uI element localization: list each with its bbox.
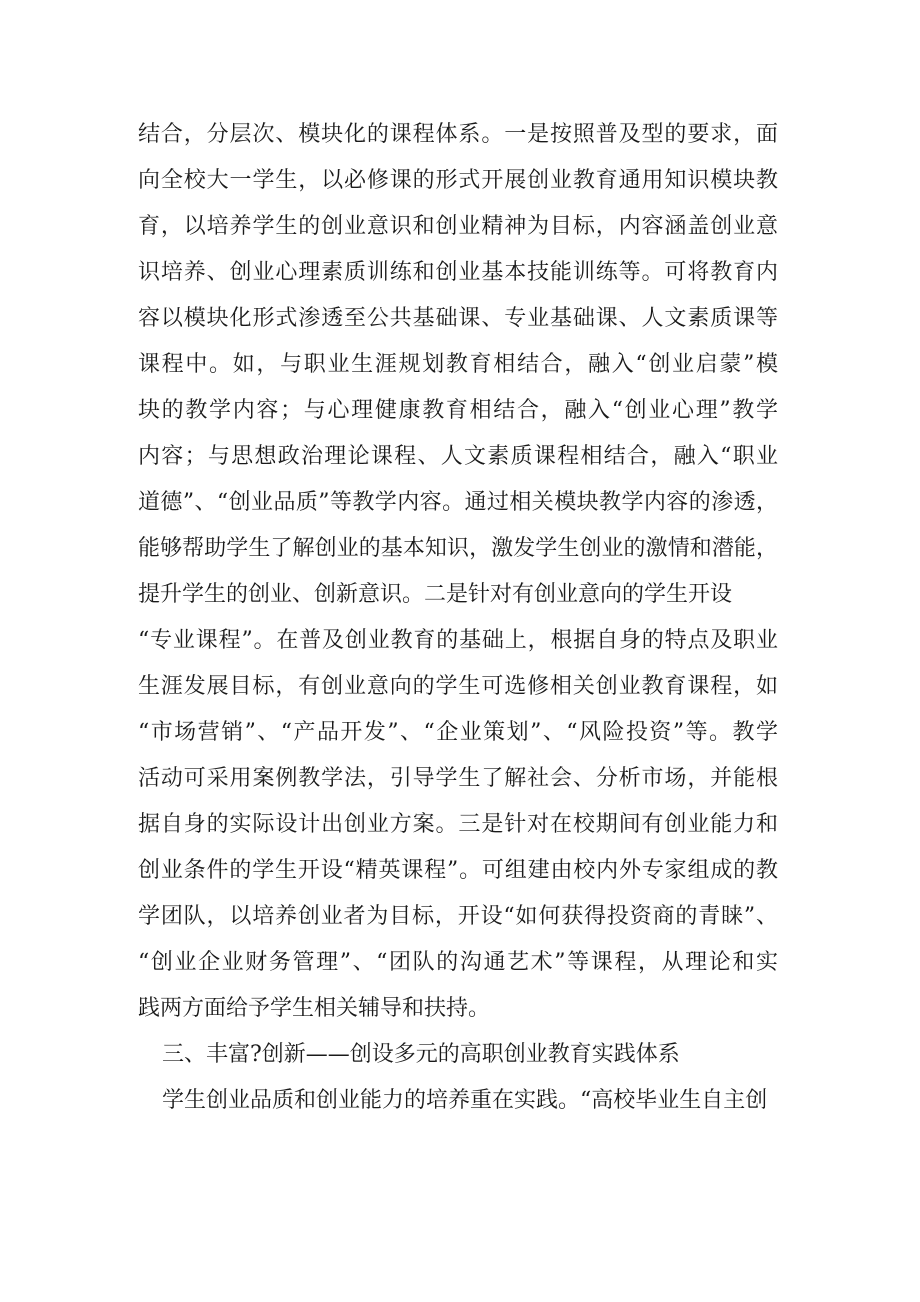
text-line: 学团队，以培养创业者为目标，开设“如何获得投资商的青睐”、 (138, 904, 778, 929)
section-heading: 三、丰富?创新——创设多元的高职创业教育实践体系 (162, 1042, 680, 1067)
paragraph-start: 学生创业品质和创业能力的培养重在实践。“高校毕业生自主创 (162, 1088, 768, 1113)
text-line: 容以模块化形式渗透至公共基础课、专业基础课、人文素质课等 (138, 306, 778, 331)
text-line: 创业条件的学生开设“精英课程”。可组建由校内外专家组成的教 (138, 858, 778, 883)
text-line: 据自身的实际设计出创业方案。三是针对在校期间有创业能力和 (138, 812, 778, 837)
text-line: 提升学生的创业、创新意识。二是针对有创业意向的学生开设 (138, 582, 733, 607)
text-line: 生涯发展目标，有创业意向的学生可选修相关创业教育课程，如 (138, 674, 778, 699)
text-line: “市场营销”、“产品开发”、“企业策划”、“风险投资”等。教学 (138, 720, 778, 745)
text-line: 块的教学内容；与心理健康教育相结合，融入“创业心理”教学 (138, 398, 778, 423)
text-line: 课程中。如，与职业生涯规划教育相结合，融入“创业启蒙”模 (138, 352, 778, 377)
text-line: 内容；与思想政治理论课程、人文素质课程相结合，融入“职业 (138, 444, 778, 469)
text-line: 结合，分层次、模块化的课程体系。一是按照普及型的要求，面 (138, 122, 778, 147)
text-line: 能够帮助学生了解创业的基本知识，激发学生创业的激情和潜能， (138, 536, 778, 561)
text-line: 活动可采用案例教学法，引导学生了解社会、分析市场，并能根 (138, 766, 778, 791)
text-line: 识培养、创业心理素质训练和创业基本技能训练等。可将教育内 (138, 260, 778, 285)
text-line: 育，以培养学生的创业意识和创业精神为目标，内容涵盖创业意 (138, 214, 778, 239)
text-line: 道德”、“创业品质”等教学内容。通过相关模块教学内容的渗透， (138, 490, 778, 515)
text-line: “创业企业财务管理”、“团队的沟通艺术”等课程，从理论和实 (138, 950, 778, 975)
text-line: 践两方面给予学生相关辅导和扶持。 (138, 996, 491, 1021)
text-line: “专业课程”。在普及创业教育的基础上，根据自身的特点及职业 (138, 628, 778, 653)
text-line: 向全校大一学生，以必修课的形式开展创业教育通用知识模块教 (138, 168, 778, 193)
